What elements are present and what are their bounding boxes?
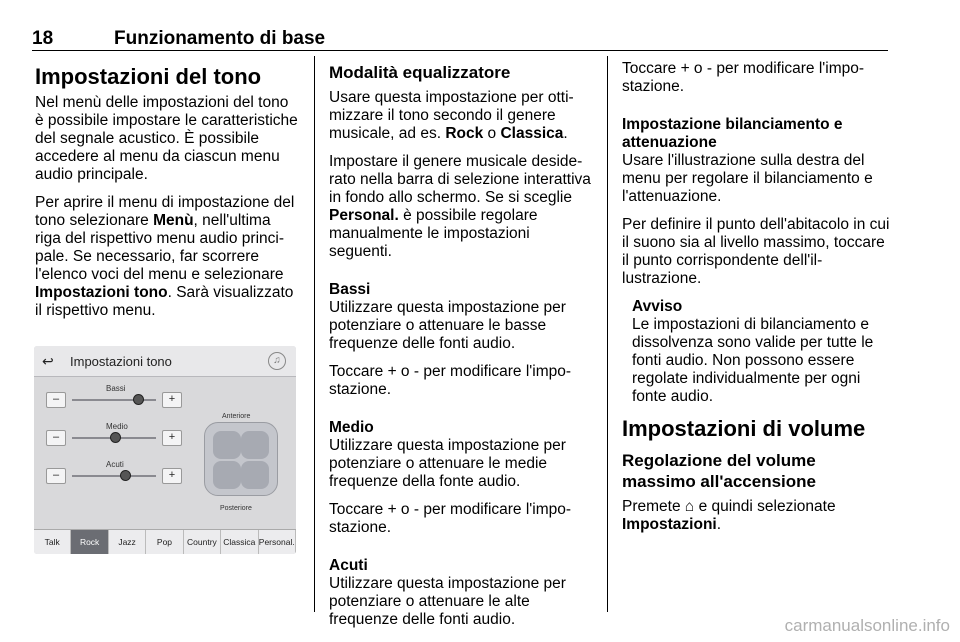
column-divider xyxy=(607,56,608,612)
medio-plus-button[interactable]: + xyxy=(162,430,182,446)
tab-classica[interactable]: Classica xyxy=(221,530,258,554)
notice-box xyxy=(632,298,890,406)
screen-title-bar xyxy=(34,346,296,377)
notice-text: Le impostazioni di bilanciamento e dissolvenza sono valide per tutte le fonti audio. Non possono essere regolate individualmente per ogni fonte audio. xyxy=(632,316,874,405)
acuti-slider-track[interactable] xyxy=(72,475,156,477)
tab-country[interactable]: Country xyxy=(184,530,221,554)
acuti-slider-knob[interactable] xyxy=(120,470,131,481)
seat-icon xyxy=(213,431,241,459)
notice-heading: Avviso xyxy=(632,298,683,315)
bassi-slider-knob[interactable] xyxy=(133,394,144,405)
page-header xyxy=(32,28,888,51)
paragraph: Per definire il punto dell'abitacolo in cui il suono sia al livello massimo, toccare il punto corrispondente dell'illustrazione. xyxy=(622,216,890,287)
tab-rock[interactable]: Rock xyxy=(71,530,108,554)
paragraph: Toccare + o - per modificare l'impostazione. xyxy=(622,60,865,95)
equalizer-tab-bar xyxy=(34,529,296,554)
paragraph: Toccare + o - per modificare l'impostazione. xyxy=(329,501,572,536)
paragraph: Utilizzare questa impostazione per potenziare o attenuare le alte frequenze delle fonti audio. xyxy=(329,575,566,628)
tab-talk[interactable]: Talk xyxy=(34,530,71,554)
column-2 xyxy=(329,60,594,639)
paragraph: Usare l'illustrazione sulla destra del menu per regolare il bilanciamento e l'attenuazione. xyxy=(622,152,873,205)
back-icon[interactable]: ↩ xyxy=(42,353,54,369)
column-divider xyxy=(314,56,315,612)
slider-label-acuti: Acuti xyxy=(106,460,124,469)
bassi-minus-button[interactable]: – xyxy=(46,392,66,408)
section-heading: Modalità equalizzatore xyxy=(329,63,511,82)
column-1 xyxy=(35,60,300,554)
subsection-heading: Regolazione del volume massimo all'accensione xyxy=(622,451,816,491)
subheading-medio: Medio xyxy=(329,419,374,436)
tone-settings-screenshot xyxy=(34,346,296,554)
paragraph: Usare questa impostazione per ottimizzare il tono secondo il genere musicale, ad es. Rock o Classica. xyxy=(329,89,574,142)
seat-icon xyxy=(213,461,241,489)
subheading-bassi: Bassi xyxy=(329,281,371,298)
page-number: 18 xyxy=(32,28,54,49)
subheading-acuti: Acuti xyxy=(329,557,368,574)
slider-label-medio: Medio xyxy=(106,422,128,431)
watermark: carmanualsonline.info xyxy=(784,616,950,635)
tab-pop[interactable]: Pop xyxy=(146,530,183,554)
balance-fader-area[interactable] xyxy=(204,422,278,496)
tab-personal[interactable]: Personal. xyxy=(259,530,296,554)
paragraph: Impostare il genere musicale desiderato nella barra di selezione interattiva in fondo allo schermo. Se si sceglie Personal. è possibile regolare manualmente le impostazioni seguenti. xyxy=(329,153,591,260)
medio-minus-button[interactable]: – xyxy=(46,430,66,446)
column-3 xyxy=(622,60,890,544)
acuti-minus-button[interactable]: – xyxy=(46,468,66,484)
acuti-plus-button[interactable]: + xyxy=(162,468,182,484)
home-icon: ⌂ xyxy=(684,498,695,515)
seat-icon xyxy=(241,431,269,459)
music-icon[interactable]: ♫ xyxy=(268,352,286,370)
subheading-bilanciamento: Impostazione bilanciamento e attenuazione xyxy=(622,116,843,151)
slider-label-bassi: Bassi xyxy=(106,384,126,393)
running-title: Funzionamento di base xyxy=(114,28,326,49)
medio-slider-knob[interactable] xyxy=(110,432,121,443)
paragraph: Nel menù delle impostazioni del tono è possibile impostare le caratteristiche del segnale acustico. È possibile accedere al menu da ciascun menu audio principale. xyxy=(35,94,298,183)
tab-jazz[interactable]: Jazz xyxy=(109,530,146,554)
section-heading: Impostazioni di volume xyxy=(622,416,866,441)
screen-title: Impostazioni tono xyxy=(70,354,172,369)
paragraph: Premete ⌂ e quindi selezionate Impostazioni. xyxy=(622,498,836,533)
paragraph: Utilizzare questa impostazione per potenziare o attenuare le basse frequenze delle fonti audio. xyxy=(329,299,566,352)
section-heading: Impostazioni del tono xyxy=(35,64,262,89)
front-label: Anteriore xyxy=(222,413,251,420)
paragraph: Per aprire il menu di impostazione del tono selezionare Menù, nell'ultima riga del rispettivo menu audio principale. Se necessario, far scorrere l'elenco voci del menu e selezionare Impostazioni tono. Sarà visualizzato il rispettivo menu. xyxy=(35,194,295,319)
bassi-plus-button[interactable]: + xyxy=(162,392,182,408)
paragraph: Utilizzare questa impostazione per potenziare o attenuare le medie frequenze della fonte audio. xyxy=(329,437,566,490)
rear-label: Posteriore xyxy=(220,505,252,512)
seat-icon xyxy=(241,461,269,489)
paragraph: Toccare + o - per modificare l'impostazione. xyxy=(329,363,572,398)
